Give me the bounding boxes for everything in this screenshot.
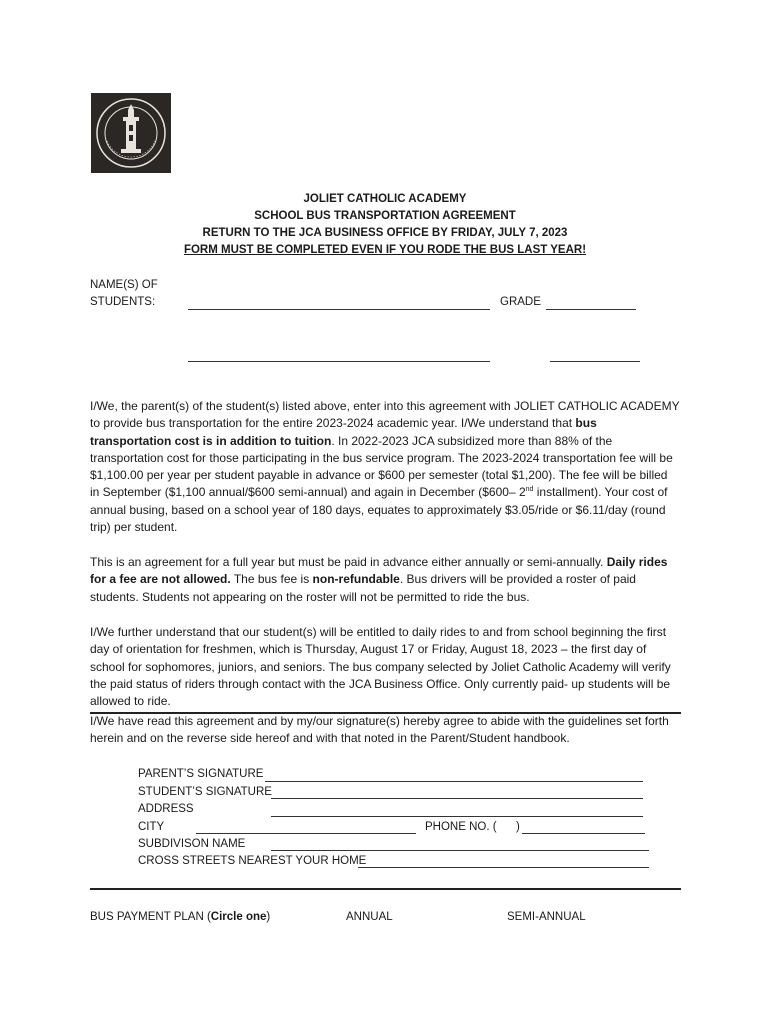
- bottom-divider: [90, 888, 681, 890]
- subdivision-field[interactable]: [271, 850, 649, 851]
- parent-signature-label: PARENT’S SIGNATURE: [138, 768, 264, 780]
- grade-field-1[interactable]: [546, 309, 636, 310]
- agreement-paragraph-1: I/We, the parent(s) of the student(s) listed above, enter into this agreement with JOLIET CATHOLIC ACADEMY to provide bus transportation for the entire 2023-2024 academic year. I/We understand that bus transportation cost is in addition to tuition. In 2022-2023 JCA subsidized more than 88% of the transportation cost for those participating in the bus service program. The 2023-2024 transportation fee will be $1,100.00 per year per student payable in advance or $600 per semester (total $1,200). The fee will be billed in September ($1,100 annual/$600 semi-annual) and again in December ($600– 2nd installment). Your cost of annual busing, based on a school year of 180 days, equates to approximately $3.05/ride or $6.11/day (round trip) per student.: [90, 399, 680, 535]
- return-deadline: RETURN TO THE JCA BUSINESS OFFICE BY FRIDAY, JULY 7, 2023: [202, 227, 568, 239]
- school-logo: [91, 93, 171, 173]
- phone-label: PHONE NO. (: [425, 821, 497, 833]
- city-label: CITY: [138, 821, 165, 833]
- agreement-paragraph-4: I/We have read this agreement and by my/our signature(s) hereby agree to abide with the guidelines set forth herein and on the reverse side hereof and with that noted in the Parent/Student handbook.: [90, 714, 669, 746]
- seal-icon: [91, 93, 171, 173]
- annual-option[interactable]: ANNUAL: [346, 911, 393, 923]
- cross-streets-field[interactable]: [358, 867, 649, 868]
- form-title: SCHOOL BUS TRANSPORTATION AGREEMENT: [254, 210, 516, 222]
- city-field[interactable]: [196, 833, 416, 834]
- student-name-field-1[interactable]: [188, 309, 490, 310]
- agreement-paragraph-2: This is an agreement for a full year but must be paid in advance either annually or semi-annually. Daily rides for a fee are not allowed. The bus fee is non-refundable. Bus drivers will be provided a roster of paid students. Students not appearing on the roster will not be permitted to ride the bus.: [90, 555, 668, 604]
- agreement-paragraph-3: I/We further understand that our student(s) will be entitled to daily rides to and from school beginning the first day of orientation for freshmen, which is Thursday, August 17 or Friday, August 18, 2023 – the first day of school for sophomores, juniors, and seniors. The bus company selected by Joliet Catholic Academy will verify the paid status of riders through contact with the JCA Business Office. Only currently paid- up students will be allowed to ride.: [90, 625, 671, 709]
- cross-streets-label: CROSS STREETS NEAREST YOUR HOME: [138, 855, 367, 867]
- address-field[interactable]: [271, 816, 643, 817]
- student-signature-label: STUDENT’S SIGNATURE: [138, 786, 272, 798]
- grade-label: GRADE: [500, 296, 541, 308]
- phone-paren-close: ): [516, 821, 520, 833]
- students-label-line1: NAME(S) OF: [90, 279, 158, 291]
- student-name-field-2[interactable]: [188, 361, 490, 362]
- payment-plan-label: BUS PAYMENT PLAN (Circle one): [90, 911, 271, 923]
- student-signature-field[interactable]: [271, 798, 643, 799]
- semi-annual-option[interactable]: SEMI-ANNUAL: [507, 911, 586, 923]
- school-name: JOLIET CATHOLIC ACADEMY: [303, 193, 467, 205]
- parent-signature-field[interactable]: [265, 781, 643, 782]
- grade-field-2[interactable]: [550, 361, 640, 362]
- phone-field[interactable]: [522, 833, 645, 834]
- students-label-line2: STUDENTS:: [90, 296, 156, 308]
- address-label: ADDRESS: [138, 803, 194, 815]
- completion-notice: FORM MUST BE COMPLETED EVEN IF YOU RODE THE BUS LAST YEAR!: [183, 244, 587, 256]
- subdivision-label: SUBDIVISON NAME: [138, 838, 246, 850]
